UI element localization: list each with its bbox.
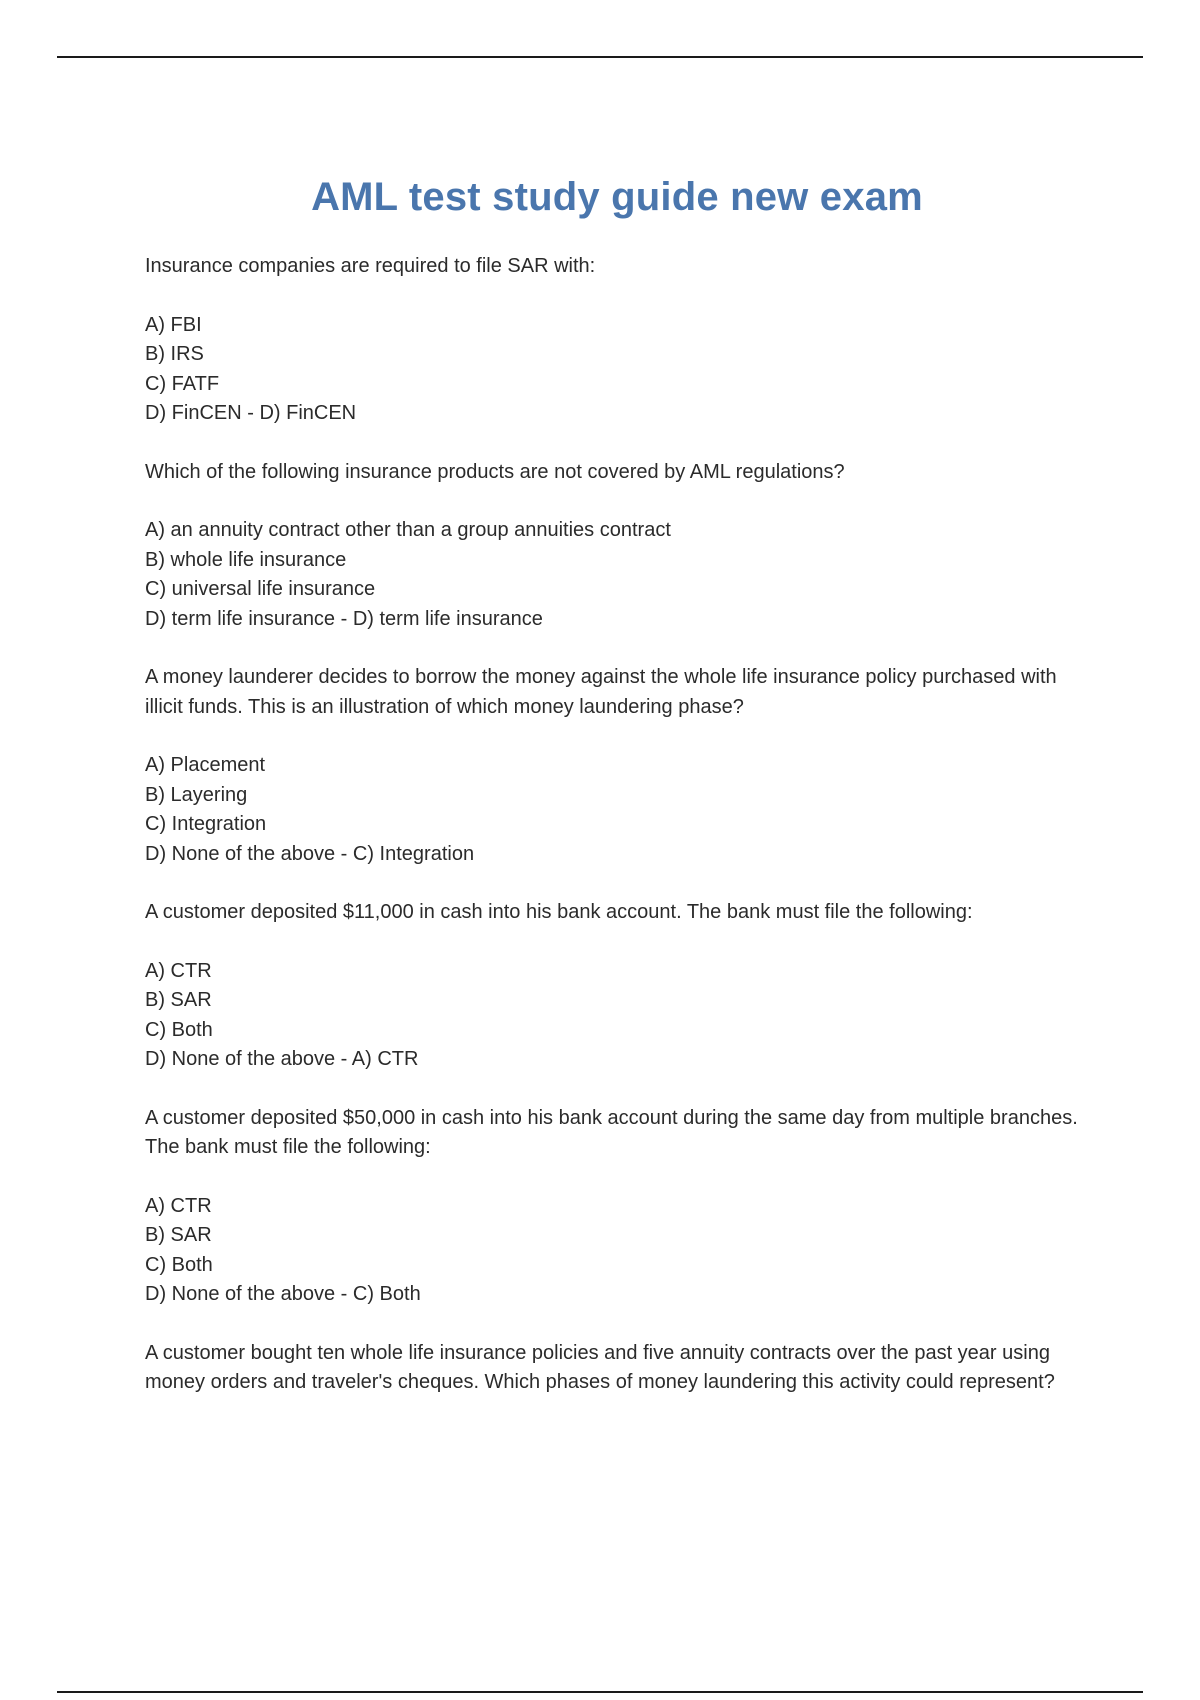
answer-option: A) CTR — [145, 1194, 212, 1217]
answer-option: B) SAR — [145, 1224, 212, 1246]
answer-option: B) Layering — [145, 783, 248, 806]
question-text: A customer deposited $11,000 in cash into his bank account. The bank must file the following: — [145, 901, 973, 923]
question-text: A money launderer decides to borrow the money against the whole life insurance policy purchased with illicit funds. This is an illustration of which money laundering phase? — [145, 666, 1063, 718]
answer-option: A) CTR — [145, 959, 212, 982]
answer-option: C) Both — [145, 1253, 213, 1276]
answer-list — [145, 1192, 1095, 1310]
answer-list — [145, 957, 1095, 1075]
answer-option: B) IRS — [145, 343, 204, 365]
answer-option: C) FATF — [145, 372, 220, 395]
answer-option: B) SAR — [145, 989, 212, 1011]
answer-option: C) universal life insurance — [145, 578, 376, 600]
answer-option: D) None of the above - C) Integration — [145, 842, 475, 865]
question-text: A customer bought ten whole life insurance policies and five annuity contracts over the past year using money orders and traveler's cheques. Which phases of money laundering this activity could represent? — [145, 1341, 1056, 1393]
answer-option: A) FBI — [145, 313, 202, 336]
answer-option: D) None of the above - A) CTR — [145, 1048, 419, 1070]
question-text: Which of the following insurance products are not covered by AML regulations? — [145, 460, 845, 483]
answer-option: D) term life insurance - D) term life insurance — [145, 607, 543, 630]
answer-option: C) Integration — [145, 813, 267, 835]
answer-list — [145, 751, 1095, 869]
answer-option: A) an annuity contract other than a group annuities contract — [145, 519, 671, 541]
document-title: AML test study guide new exam — [311, 174, 923, 219]
answer-option: B) whole life insurance — [145, 548, 347, 571]
answer-list — [145, 311, 1095, 429]
top-rule — [57, 56, 1143, 58]
question-text: A customer deposited $50,000 in cash into his bank account during the same day from multiple branches. The bank must file the following: — [145, 1106, 1083, 1158]
answer-list — [145, 516, 1095, 634]
answer-option: C) Both — [145, 1018, 213, 1041]
document-body — [145, 252, 1095, 1427]
answer-option: D) FinCEN - D) FinCEN — [145, 402, 357, 424]
bottom-rule — [57, 1691, 1143, 1693]
answer-option: A) Placement — [145, 754, 266, 776]
question-text: Insurance companies are required to file SAR with: — [145, 255, 596, 277]
answer-option: D) None of the above - C) Both — [145, 1283, 421, 1305]
